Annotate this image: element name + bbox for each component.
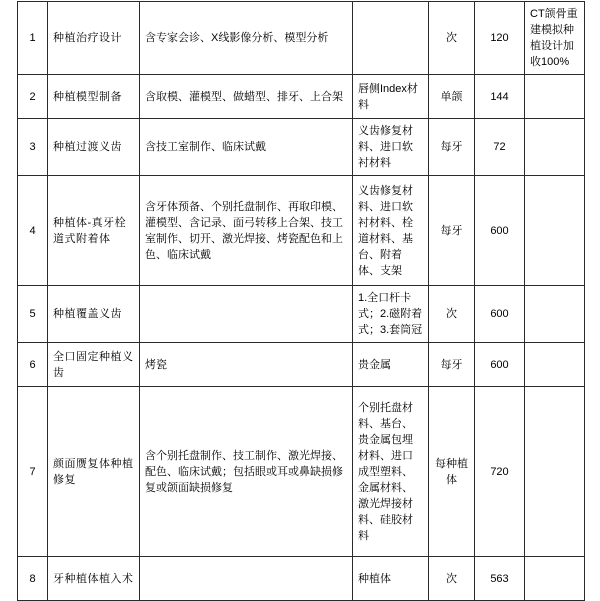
row-note (525, 387, 585, 557)
row-note (525, 119, 585, 176)
table-row (18, 75, 585, 119)
row-price: 600 (475, 343, 525, 387)
row-material: 义齿修复材料、进口软衬材料 (353, 119, 429, 176)
row-price: 563 (475, 557, 525, 601)
row-price: 600 (475, 286, 525, 343)
row-item-name: 种植治疗设计 (48, 2, 140, 75)
row-item-name: 全口固定种植义齿 (48, 343, 140, 387)
row-item-content: 含技工室制作、临床试戴 (140, 119, 353, 176)
row-unit: 次 (429, 286, 475, 343)
table-row (18, 557, 585, 601)
row-material: 贵金属 (353, 343, 429, 387)
row-item-content (140, 286, 353, 343)
row-unit: 每牙 (429, 343, 475, 387)
row-item-name: 颜面赝复体种植修复 (48, 387, 140, 557)
row-item-name: 种植过渡义齿 (48, 119, 140, 176)
row-material: 义齿修复材料、进口软衬材料、栓道材料、基台、附着体、支架 (353, 176, 429, 286)
row-unit: 每牙 (429, 176, 475, 286)
row-item-content: 烤瓷 (140, 343, 353, 387)
table-row (18, 343, 585, 387)
row-note (525, 176, 585, 286)
table-row (18, 176, 585, 286)
row-price: 600 (475, 176, 525, 286)
table-row (18, 387, 585, 557)
row-material (353, 2, 429, 75)
row-unit: 次 (429, 2, 475, 75)
row-note (525, 557, 585, 601)
row-item-content (140, 557, 353, 601)
row-item-name: 牙种植体植入术 (48, 557, 140, 601)
row-material: 唇侧Index材料 (353, 75, 429, 119)
row-unit: 单颌 (429, 75, 475, 119)
row-item-content: 含取模、灌模型、做蜡型、排牙、上合架 (140, 75, 353, 119)
row-item-name: 种植体-真牙栓道式附着体 (48, 176, 140, 286)
row-index: 1 (18, 2, 48, 75)
price-table (17, 1, 585, 601)
row-note (525, 75, 585, 119)
row-item-name: 种植覆盖义齿 (48, 286, 140, 343)
row-index: 3 (18, 119, 48, 176)
table-row (18, 2, 585, 75)
row-item-content: 含牙体预备、个别托盘制作、再取印模、灌模型、含记录、面弓转移上合架、技工室制作、切开、激光焊接、烤瓷配色和上色、临床试戴 (140, 176, 353, 286)
row-price: 720 (475, 387, 525, 557)
row-note (525, 343, 585, 387)
row-note (525, 286, 585, 343)
row-index: 5 (18, 286, 48, 343)
row-index: 2 (18, 75, 48, 119)
row-price: 72 (475, 119, 525, 176)
row-note: CT颌骨重建模拟种植设计加收100% (525, 2, 585, 75)
row-index: 4 (18, 176, 48, 286)
row-material: 种植体 (353, 557, 429, 601)
row-material: 个别托盘材料、基台、贵金属包埋材料、进口成型塑料、金属材料、激光焊接材料、硅胶材料 (353, 387, 429, 557)
row-unit: 每牙 (429, 119, 475, 176)
row-unit: 每种植体 (429, 387, 475, 557)
table-row (18, 119, 585, 176)
table-row (18, 286, 585, 343)
row-price: 144 (475, 75, 525, 119)
row-unit: 次 (429, 557, 475, 601)
row-index: 8 (18, 557, 48, 601)
row-index: 6 (18, 343, 48, 387)
row-item-name: 种植模型制备 (48, 75, 140, 119)
row-price: 120 (475, 2, 525, 75)
row-item-content: 含个别托盘制作、技工制作、激光焊接、配色、临床试戴；包括眼或耳或鼻缺损修复或颌面缺损修复 (140, 387, 353, 557)
row-material: 1.全口杆卡式；2.磁附着式；3.套筒冠 (353, 286, 429, 343)
document-page (0, 1, 600, 585)
row-index: 7 (18, 387, 48, 557)
row-item-content: 含专家会诊、X线影像分析、模型分析 (140, 2, 353, 75)
